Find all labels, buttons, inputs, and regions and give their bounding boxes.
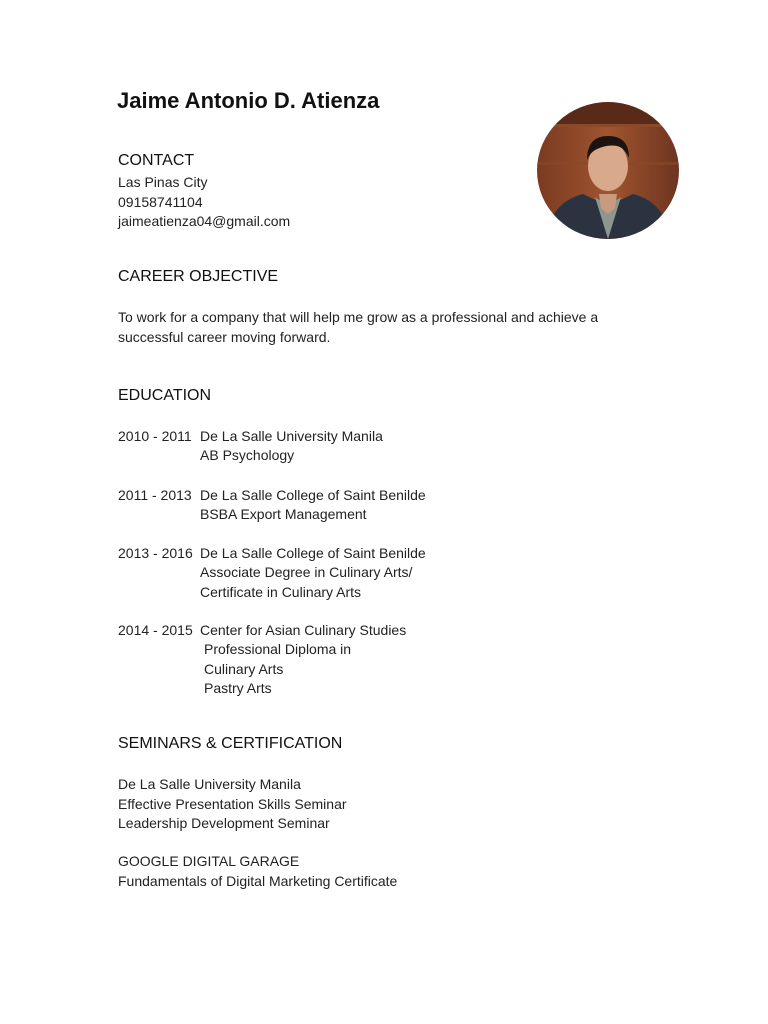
education-program: BSBA Export Management bbox=[200, 506, 367, 523]
contact-heading: CONTACT bbox=[118, 152, 195, 169]
seminar-item: Fundamentals of Digital Marketing Certificate bbox=[118, 872, 398, 889]
objective-text: To work for a company that will help me grow as a professional and achieve a successful career moving forward. bbox=[118, 309, 599, 345]
education-school: De La Salle College of Saint Benilde bbox=[200, 545, 426, 561]
applicant-name: Jaime Antonio D. Atienza bbox=[117, 88, 380, 113]
education-program: Certificate in Culinary Arts bbox=[200, 583, 362, 600]
education-years: 2010 - 2011 bbox=[118, 428, 192, 444]
education-years: 2014 - 2015 bbox=[118, 622, 193, 638]
education-program: Pastry Arts bbox=[204, 680, 272, 697]
education-school: De La Salle University Manila bbox=[200, 428, 383, 444]
seminar-item: Effective Presentation Skills Seminar bbox=[118, 795, 347, 812]
seminar-group bbox=[118, 852, 397, 891]
profile-photo bbox=[537, 102, 679, 239]
education-program: AB Psychology bbox=[200, 447, 295, 464]
contact-email: jaimeatienza04@gmail.com bbox=[118, 213, 291, 229]
education-years: 2013 - 2016 bbox=[118, 545, 193, 561]
seminar-provider: GOOGLE DIGITAL GARAGE bbox=[118, 853, 300, 869]
education-years: 2011 - 2013 bbox=[118, 487, 192, 503]
seminar-item: Leadership Development Seminar bbox=[118, 815, 330, 831]
education-program: Associate Degree in Culinary Arts/ bbox=[200, 564, 413, 581]
contact-phone: 09158741104 bbox=[118, 193, 203, 210]
seminars-heading: SEMINARS & CERTIFICATION bbox=[118, 735, 343, 752]
objective-heading: CAREER OBJECTIVE bbox=[118, 268, 279, 285]
contact-info bbox=[118, 173, 290, 232]
education-school: De La Salle College of Saint Benilde bbox=[200, 487, 426, 503]
seminar-group bbox=[118, 775, 347, 834]
seminar-provider: De La Salle University Manila bbox=[118, 776, 301, 792]
education-heading: EDUCATION bbox=[118, 387, 212, 404]
education-school: Center for Asian Culinary Studies bbox=[200, 622, 407, 638]
education-program: Professional Diploma in bbox=[204, 641, 352, 658]
contact-address: Las Pinas City bbox=[118, 174, 208, 190]
education-program: Culinary Arts bbox=[204, 660, 284, 677]
